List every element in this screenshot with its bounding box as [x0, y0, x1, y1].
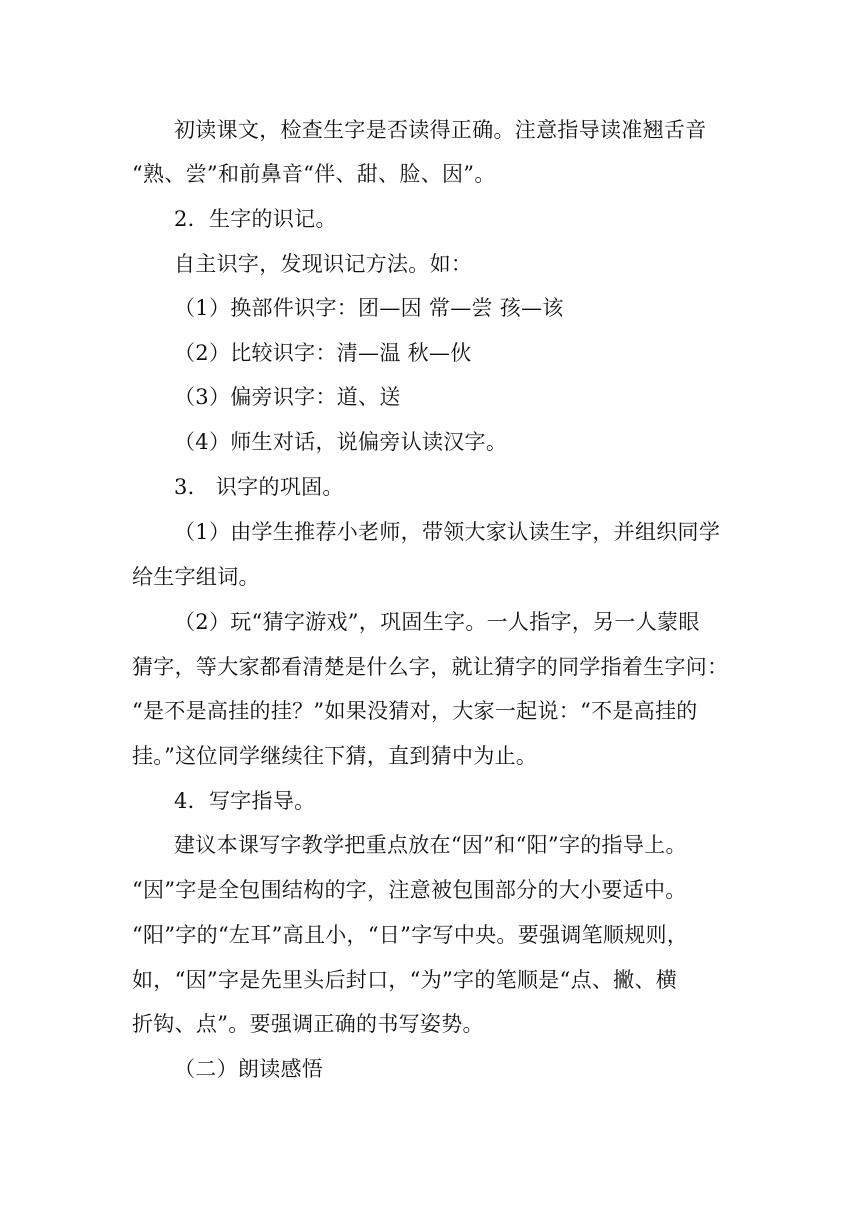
paragraph-line: 如，“因”字是先里头后封口，“为”字的笔顺是“点、撇、横: [132, 968, 678, 992]
paragraph-line: 自主识字，发现识记方法。如：: [174, 252, 473, 276]
section-heading: （二）朗读感悟: [174, 1057, 324, 1081]
list-item: （2）比较识字：清—温 秋—伙: [174, 341, 472, 365]
paragraph-line: “是不是高挂的挂？”如果没猜对，大家一起说：“不是高挂的: [132, 699, 698, 723]
paragraph-line: 初读课文，检查生字是否读得正确。注意指导读准翘舌音: [174, 118, 707, 142]
list-item: （1）换部件识字：团—因 常—尝 孩—该: [174, 296, 564, 320]
section-heading: 2．生字的识记。: [174, 207, 337, 231]
paragraph-line: （1）由学生推荐小老师，带领大家认读生字，并组织同学: [174, 520, 721, 544]
paragraph-line: 建议本课写字教学把重点放在“因”和“阳”字的指导上。: [174, 833, 687, 857]
section-heading: 3． 识字的巩固。: [174, 475, 344, 499]
paragraph-line: （2）玩“猜字游戏”，巩固生字。一人指字，另一人蒙眼: [174, 610, 700, 634]
paragraph-line: “熟、尝”和前鼻音“伴、甜、脸、因”。: [132, 162, 496, 186]
paragraph-line: 猜字，等大家都看清楚是什么字，就让猜字的同学指着生字问：: [132, 655, 729, 679]
paragraph-line: 挂。”这位同学继续往下猜，直到猜中为止。: [132, 744, 538, 768]
paragraph-line: “因”字是全包围结构的字，注意被包围部分的大小要适中。: [132, 878, 687, 902]
section-heading: 4．写字指导。: [174, 789, 316, 813]
list-item: （3）偏旁识字：道、送: [174, 385, 401, 409]
paragraph-line: 折钩、点”。要强调正确的书写姿势。: [132, 1012, 484, 1036]
paragraph-line: 给生字组词。: [132, 565, 260, 589]
paragraph-line: “阳”字的“左耳”高且小，“日”字写中央。要强调笔顺规则，: [132, 923, 689, 947]
list-item: （4）师生对话，说偏旁认读汉字。: [174, 430, 508, 454]
